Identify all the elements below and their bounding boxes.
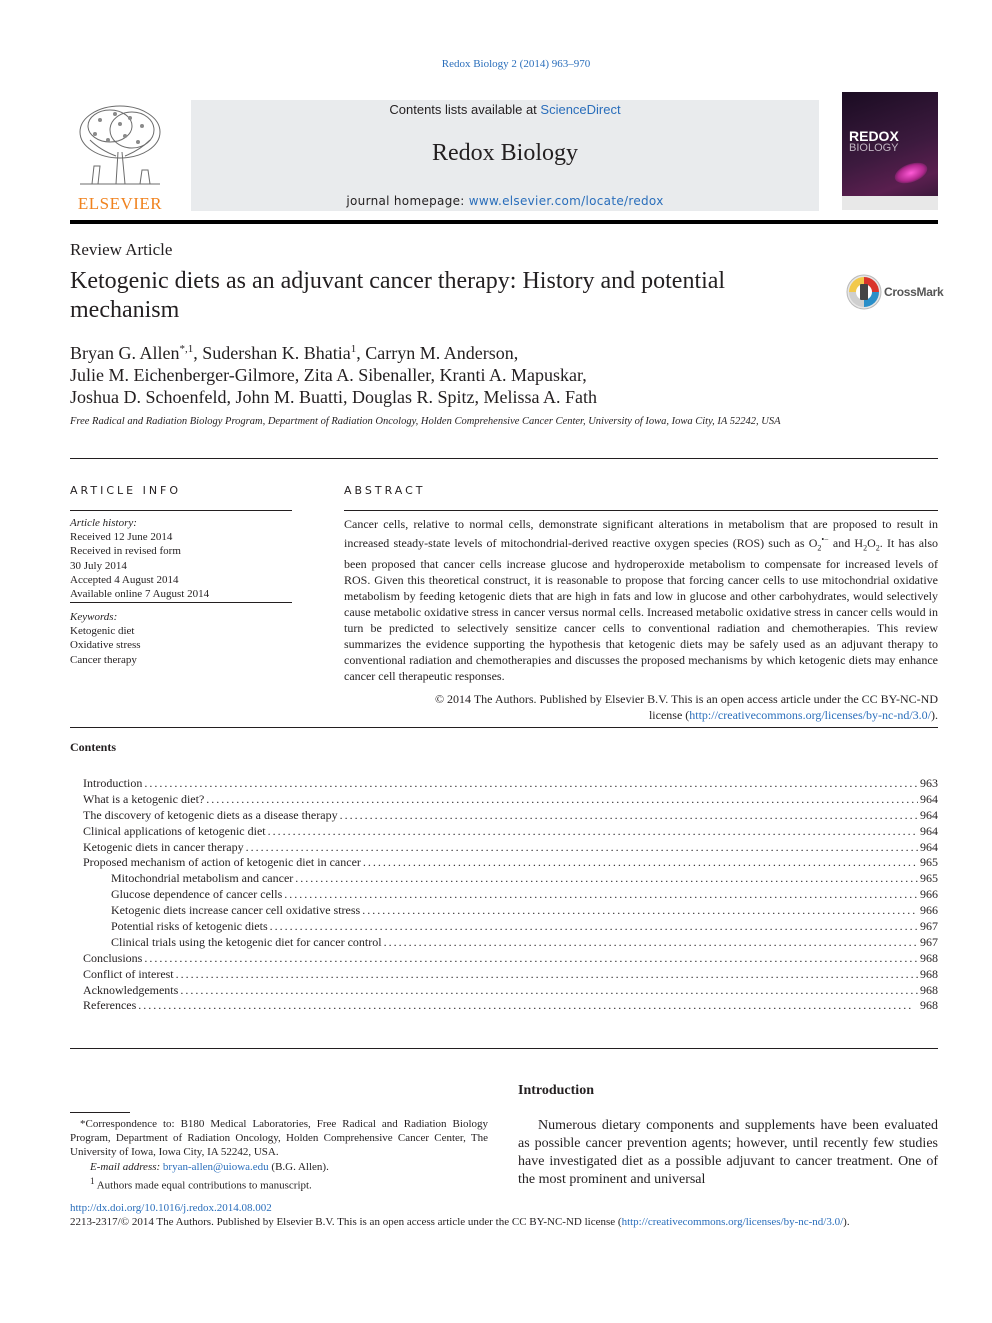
toc-dot-leader (138, 998, 918, 1013)
toc-entry[interactable] (83, 855, 938, 871)
author-line-2: Julie M. Eichenberger-Gilmore, Zita A. Sibenaller, Kranti A. Mapuskar, (70, 365, 587, 385)
toc-entry-page: 964 (920, 807, 938, 822)
abstract-license-line-1: © 2014 The Authors. Published by Elsevier B.V. This is an open access article under the CC BY-NC-ND (434, 692, 938, 706)
toc-entry-page: 968 (920, 966, 938, 981)
toc-dot-leader (362, 903, 918, 918)
homepage-prefix: journal homepage: (346, 194, 469, 208)
toc-entry-label[interactable]: Mitochondrial metabolism and cancer (111, 871, 294, 886)
abstract-rule-top (344, 510, 938, 511)
toc-entry-label[interactable]: Potential risks of ketogenic diets (111, 919, 268, 934)
keyword-item: Oxidative stress (70, 639, 141, 652)
toc-entry-page: 964 (920, 791, 938, 806)
license-link[interactable]: http://creativecommons.org/licenses/by-nc-nd/3.0/ (689, 708, 931, 722)
toc-entry-page: 964 (920, 823, 938, 838)
contents-rule-bottom (70, 1048, 938, 1049)
footnote-1-mark: 1 (90, 1175, 95, 1186)
keywords (70, 610, 292, 667)
license-open: license ( (648, 708, 690, 722)
journal-name: Redox Biology (431, 140, 578, 166)
toc-entry[interactable] (83, 840, 938, 856)
history-received: Received 12 June 2014 (70, 531, 173, 544)
toc-entry[interactable] (83, 824, 938, 840)
header-divider (70, 220, 938, 224)
footnote-1-text: Authors made equal contributions to manuscript. (96, 1179, 312, 1192)
toc-entry[interactable] (83, 919, 938, 935)
history-online: Available online 7 August 2014 (70, 588, 210, 601)
peroxide-subscript-2: 2 (875, 543, 880, 553)
toc-dot-leader (246, 840, 918, 855)
author-bhatia-marks[interactable]: 1 (350, 343, 357, 355)
toc-entry-page: 965 (920, 855, 938, 870)
crossmark-button[interactable] (846, 274, 944, 310)
sciencedirect-link[interactable]: ScienceDirect (540, 102, 621, 117)
toc-entry[interactable] (83, 808, 938, 824)
toc-entry[interactable] (83, 983, 938, 999)
author-anderson[interactable]: Carryn M. Anderson, (365, 343, 519, 363)
elsevier-wordmark: ELSEVIER (77, 194, 163, 213)
history-revised-label: Received in revised form (70, 545, 181, 558)
peroxide-subscript-1: 2 (863, 543, 868, 553)
table-of-contents (83, 776, 938, 1014)
email-label: E-mail address: (90, 1160, 161, 1173)
abstract-text (344, 516, 938, 684)
toc-entry-page: 968 (920, 982, 938, 997)
license-close: ). (931, 708, 938, 722)
toc-dot-leader (180, 983, 918, 998)
cover-title-redox: REDOX (849, 128, 899, 144)
abstract-heading: ABSTRACT (344, 484, 426, 497)
contents-prefix: Contents lists available at (389, 102, 541, 117)
toc-entry[interactable] (83, 903, 938, 919)
issn-license-suffix: ). (843, 1216, 850, 1228)
cover-title-biology: BIOLOGY (849, 142, 899, 154)
cover-footer-strip (842, 196, 938, 210)
toc-entry-label[interactable]: Introduction (83, 776, 143, 790)
email-suffix: (B.G. Allen). (271, 1160, 329, 1173)
author-line-3: Joshua D. Schoenfeld, John M. Buatti, Douglas R. Spitz, Melissa A. Fath (70, 387, 597, 407)
toc-dot-leader (268, 824, 918, 839)
superoxide-subscript: 2 (817, 543, 822, 553)
email-link[interactable]: bryan-allen@uiowa.edu (162, 1160, 269, 1173)
toc-entry[interactable] (83, 871, 938, 887)
toc-dot-leader (340, 808, 918, 823)
toc-entry-label[interactable]: The discovery of ketogenic diets as a disease therapy (83, 807, 338, 822)
article-history-label: Article history: (70, 517, 137, 529)
toc-entry-page: 967 (920, 934, 938, 949)
toc-entry[interactable] (83, 935, 938, 951)
toc-entry-label[interactable]: References (83, 998, 137, 1013)
toc-dot-leader (363, 855, 918, 870)
issn-license-prefix: 2213-2317/© 2014 The Authors. Published by Elsevier B.V. This is an open access article under the CC BY-NC-ND license ( (70, 1216, 622, 1228)
abstract-rule-bottom (70, 727, 938, 728)
author-allen[interactable]: Bryan G. Allen (70, 343, 180, 363)
homepage-link[interactable]: www.elsevier.com/locate/redox (468, 194, 664, 208)
toc-entry-label[interactable]: Acknowledgements (83, 982, 179, 997)
contents-available-line (191, 102, 819, 117)
toc-entry-page: 968 (920, 998, 938, 1013)
footnote-rule (70, 1112, 130, 1113)
toc-entry-label[interactable]: What is a ketogenic diet? (83, 791, 205, 806)
history-revised-date: 30 July 2014 (70, 559, 127, 572)
elsevier-tree-icon (70, 100, 170, 192)
author-line-1: Bryan G. Allen$^{*,1}$, Sudershan K. Bhatia$^1$, Carryn M. Anderson, (70, 343, 519, 363)
journal-homepage-line (191, 194, 819, 208)
superoxide-superscript: •− (821, 535, 829, 544)
crossmark-icon (846, 274, 882, 310)
toc-entry[interactable] (83, 951, 938, 967)
toc-dot-leader (295, 871, 918, 886)
equal-contribution-footnote (70, 1174, 488, 1193)
introduction-text: Numerous dietary components and supplements have been evaluated as possible cancer prevention agents; however, until recently few studies have investigated diet as a possible adjuvant to cancer treatment. One of the most prominent and universal (518, 1118, 938, 1187)
article-info-heading: ARTICLE INFO (70, 484, 182, 497)
peroxide-o: O (867, 536, 876, 550)
toc-entry-page: 968 (920, 950, 938, 965)
article-title: Ketogenic diets as an adjuvant cancer therapy: History and potential mechanism (70, 268, 726, 323)
toc-entry-label[interactable]: Conflict of interest (83, 966, 174, 981)
keyword-item: Ketogenic diet (70, 625, 135, 638)
toc-dot-leader (176, 967, 918, 982)
article-history (70, 516, 292, 601)
journal-masthead (191, 100, 819, 211)
toc-entry-label[interactable]: Proposed mechanism of action of ketogenic diet in cancer (83, 855, 361, 870)
abstract-license-line-2 (344, 707, 938, 723)
abstract-part-2: and H (832, 536, 864, 550)
toc-entry-label[interactable]: Ketogenic diets in cancer therapy (83, 839, 244, 854)
contents-heading: Contents (70, 740, 117, 754)
toc-entry-label[interactable]: Clinical applications of ketogenic diet (83, 823, 266, 838)
journal-cover-image[interactable] (842, 92, 938, 210)
article-info-rule-mid (70, 602, 292, 603)
author-bhatia[interactable]: Sudershan K. Bhatia (202, 343, 351, 363)
toc-dot-leader (144, 776, 918, 791)
bottom-license-link[interactable]: http://creativecommons.org/licenses/by-nc-nd/3.0/ (621, 1216, 844, 1228)
toc-entry[interactable] (83, 776, 938, 792)
toc-dot-leader (270, 919, 918, 934)
toc-entry-page: 963 (920, 776, 938, 790)
toc-dot-leader (284, 887, 918, 902)
email-footnote (70, 1160, 488, 1174)
article-info-rule-top (70, 510, 292, 511)
toc-entry-label[interactable]: Ketogenic diets increase cancer cell oxidative stress (111, 903, 361, 918)
toc-entry-page: 965 (920, 871, 938, 886)
toc-entry-page: 967 (920, 919, 938, 934)
toc-dot-leader (206, 792, 918, 807)
elsevier-logo[interactable] (70, 100, 170, 212)
toc-entry-label[interactable]: Conclusions (83, 950, 143, 965)
author-allen-marks[interactable]: *,1 (179, 343, 194, 355)
toc-entry[interactable] (83, 998, 938, 1014)
title-block-divider (70, 458, 938, 459)
abstract-part-1: Cancer cells, relative to normal cells, demonstrate significant alterations in metabolism that are proposed to result in increased steady-state levels of mitochondrial-derived reactive oxygen species (ROS) such as O (344, 517, 938, 550)
author-list (70, 338, 830, 408)
doi-link[interactable]: http://dx.doi.org/10.1016/j.redox.2014.08.002 (70, 1202, 272, 1214)
article-type: Review Article (70, 240, 173, 259)
toc-entry[interactable] (83, 887, 938, 903)
toc-dot-leader (144, 951, 918, 966)
footnotes (70, 1117, 488, 1193)
toc-entry[interactable] (83, 967, 938, 983)
issn-license-line (70, 1216, 938, 1228)
toc-entry-label[interactable]: Glucose dependence of cancer cells (111, 887, 283, 902)
correspondence-footnote (70, 1117, 488, 1160)
keywords-label: Keywords: (70, 611, 118, 623)
correspondence-mark: * (80, 1118, 86, 1130)
crossmark-label: CrossMark (884, 285, 944, 299)
toc-entry-page: 966 (920, 903, 938, 918)
toc-entry-page: 964 (920, 839, 938, 854)
keyword-item: Cancer therapy (70, 653, 137, 666)
abstract-part-3: . It has also been proposed that cancer cells increase glucose and hydroperoxide metabolism to compensate for increased levels of ROS. Given this theoretical construct, it is reasonable to propose that forcing cancer cells to use mitochondrial oxidative metabolism by feeding ketogenic diets that are high in fats and low in glucose and other carbohydrates, would selectively cause metabolic oxidative stress in cancer versus normal cells. Increased metabolic oxidative stress in cancer cells would in turn be predicted to selectively sensitize cancer cells to conventional radiation and chemotherapies. This review summarizes the evidence supporting the hypothesis that ketogenic diets may be safely used as an adjuvant therapy to conventional radiation and chemotherapies and discusses the proposed mechanisms by which ketogenic diets may enhance cancer cell therapeutic responses. (344, 536, 939, 684)
affiliation: Free Radical and Radiation Biology Program, Department of Radiation Oncology, Holden Comprehensive Cancer Center, University of Iowa, Iowa City, IA 52242, USA (70, 416, 781, 427)
toc-entry-page: 966 (920, 887, 938, 902)
introduction-heading: Introduction (518, 1083, 594, 1098)
toc-entry-label[interactable]: Clinical trials using the ketogenic diet for cancer control (111, 934, 382, 949)
history-accepted: Accepted 4 August 2014 (70, 573, 179, 586)
correspondence-text: Correspondence to: B180 Medical Laboratories, Free Radical and Radiation Biology Program, Department of Radiation Oncology, Holden Comprehensive Cancer Center, The University of Iowa, Iowa City, IA 52242, USA. (70, 1118, 488, 1159)
cover-glow-decoration (892, 159, 930, 188)
toc-dot-leader (384, 935, 918, 950)
toc-entry[interactable] (83, 792, 938, 808)
journal-citation[interactable]: Redox Biology 2 (2014) 963–970 (441, 58, 591, 70)
abstract-license (344, 691, 938, 723)
